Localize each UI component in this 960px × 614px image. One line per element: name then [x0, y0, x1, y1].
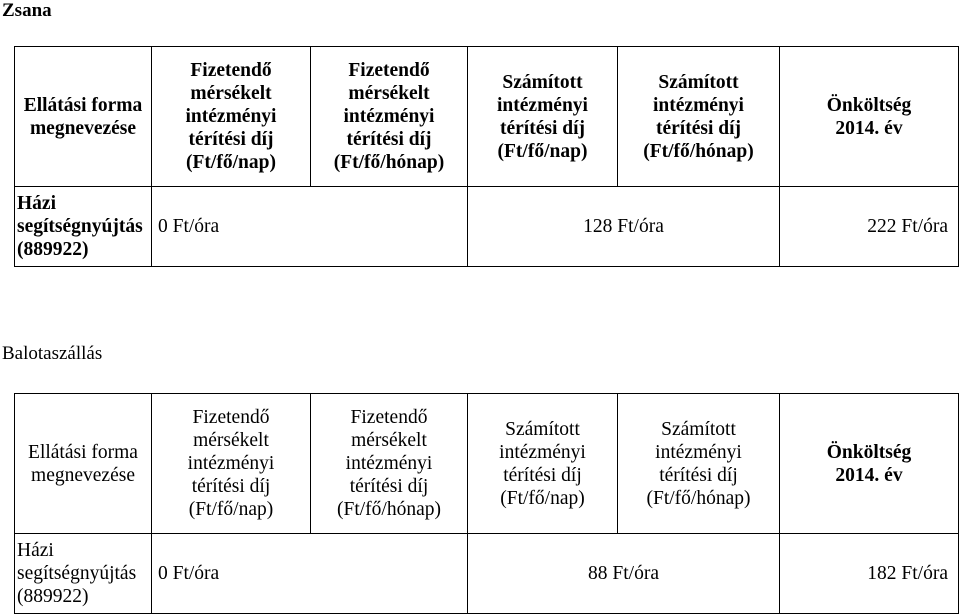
- row-label-service: Házi segítségnyújtás (889922): [15, 187, 152, 267]
- value-self-cost: 182 Ft/óra: [780, 534, 959, 614]
- section-title-zsana: Zsana: [2, 0, 52, 21]
- fee-table-zsana: [14, 46, 959, 267]
- header-calculated-per-day: Számított intézményi térítési díj (Ft/fő/nap): [468, 394, 618, 534]
- section-title-balotaszallas: Balotaszállás: [2, 343, 103, 364]
- table-row: [15, 187, 959, 267]
- value-payable: 0 Ft/óra: [152, 534, 468, 614]
- value-calculated: 128 Ft/óra: [468, 187, 780, 267]
- header-payable-per-month: Fizetendő mérsékelt intézményi térítési díj (Ft/fő/hónap): [311, 47, 468, 187]
- table-header-row: [15, 47, 959, 187]
- table-row: [15, 534, 959, 614]
- header-self-cost: Önköltség 2014. év: [780, 394, 959, 534]
- fee-table-balotaszallas: [14, 393, 959, 614]
- value-calculated: 88 Ft/óra: [468, 534, 780, 614]
- table-header-row: [15, 394, 959, 534]
- value-self-cost: 222 Ft/óra: [780, 187, 959, 267]
- header-payable-per-day: Fizetendő mérsékelt intézményi térítési díj (Ft/fő/nap): [152, 394, 311, 534]
- header-service-name: Ellátási forma megnevezése: [15, 394, 152, 534]
- header-self-cost: Önköltség 2014. év: [780, 47, 959, 187]
- header-calculated-per-month: Számított intézményi térítési díj (Ft/fő/hónap): [618, 394, 780, 534]
- value-payable: 0 Ft/óra: [152, 187, 468, 267]
- header-payable-per-day: Fizetendő mérsékelt intézményi térítési díj (Ft/fő/nap): [152, 47, 311, 187]
- header-service-name: Ellátási forma megnevezése: [15, 47, 152, 187]
- row-label-service: Házi segítségnyújtás (889922): [15, 534, 152, 614]
- header-calculated-per-month: Számított intézményi térítési díj (Ft/fő/hónap): [618, 47, 780, 187]
- header-calculated-per-day: Számított intézményi térítési díj (Ft/fő/nap): [468, 47, 618, 187]
- header-payable-per-month: Fizetendő mérsékelt intézményi térítési díj (Ft/fő/hónap): [311, 394, 468, 534]
